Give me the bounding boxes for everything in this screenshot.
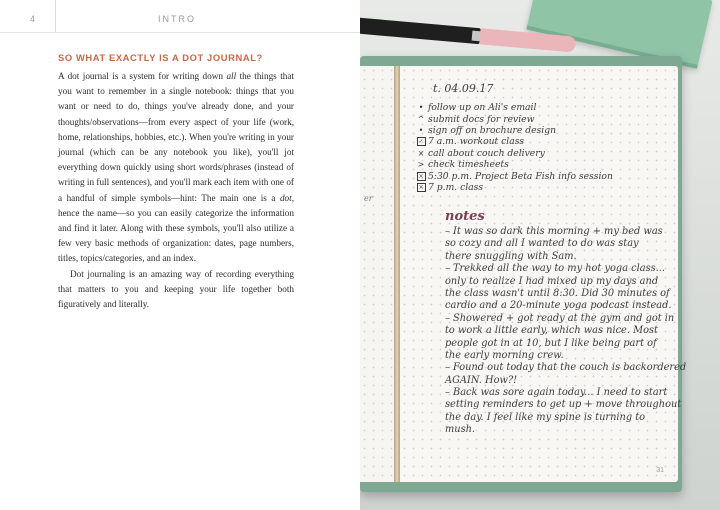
task-item — [414, 102, 674, 113]
bullet-symbol-icon: > — [417, 160, 425, 170]
task-text: 7 a.m. workout class — [428, 136, 525, 148]
boxed-symbol-icon: ✓ — [418, 138, 424, 146]
emphasis-text: all — [226, 71, 237, 81]
note-line: – Back was sore again today... I need to start — [445, 387, 668, 399]
paragraph-text: the things that you want to remember in a single notebook: things that you want or need to do, things you've already done, and your thoughts/observations—from every aspect of your life (work, home, relationships, hobbies, etc.). When you're writing in your journal (which can be any notebook you like), you'll jot everything down quickly using short words/phrases (instead of writing in full sentences), and you'll mark each item with one of a handful of simple symbols—hint: The main one is a — [58, 71, 294, 203]
note-line: AGAIN. How?! — [445, 374, 518, 386]
note-line: there snuggling with Sam. — [445, 250, 577, 262]
task-item — [414, 125, 674, 136]
folio-divider — [55, 0, 56, 33]
notes-title: notes — [445, 209, 485, 224]
note-line: – Showered + got ready at the gym and got in — [445, 312, 675, 324]
section-heading: SO WHAT EXACTLY IS A DOT JOURNAL? — [58, 52, 263, 63]
task-item — [414, 136, 674, 147]
note-line: – Found out today that the couch is backordered — [445, 362, 687, 374]
task-item — [414, 113, 674, 124]
notes-list — [445, 226, 687, 437]
bullet-symbol-icon: × — [417, 148, 425, 158]
note-line: – Trekked all the way to my hot yoga class... — [445, 263, 666, 275]
task-text: sign off on brochure design — [428, 124, 557, 136]
note-line: so cozy and all I wanted to do was stay — [445, 238, 639, 250]
bullet-symbol-icon: ^ — [417, 114, 425, 124]
task-text: check timesheets — [428, 159, 509, 171]
note-line: only to realize I had mixed up my days and — [445, 275, 659, 287]
page-number: 4 — [30, 14, 36, 24]
note-line: the early morning crew. — [445, 349, 564, 361]
journal-date: t. 04.09.17 — [433, 82, 494, 95]
header-divider — [0, 32, 360, 33]
task-text: 5:30 p.m. Project Beta Fish info session — [428, 170, 613, 182]
boxed-symbol-icon: × — [418, 183, 424, 191]
note-line: to work a little early, which was nice. Most — [445, 325, 658, 337]
task-item — [414, 148, 674, 159]
note-line: the day. I feel like my spine is turning to — [445, 411, 646, 423]
bullet-symbol-icon: • — [418, 125, 424, 135]
note-line: the class wasn't until 8:30. Did 30 minutes of — [445, 287, 670, 299]
task-text: follow up on Ali's email — [428, 102, 537, 114]
journal-photo — [360, 0, 720, 510]
note-line: setting reminders to get up + move throughout — [445, 399, 682, 411]
task-list — [414, 102, 674, 193]
paragraph-text: Dot journaling is an amazing way of recording everything that matters to you and keeping your life together both figuratively and literally. — [58, 268, 294, 310]
paragraph — [58, 69, 294, 267]
notebook-page — [400, 66, 687, 482]
paragraph-text: A dot journal is a system for writing down — [58, 71, 227, 81]
emphasis-text: dot — [279, 192, 292, 203]
notebook-page-number: 31 — [656, 467, 664, 474]
paragraph-text: , hence the name—so you can easily categorize the information and find it later. Along with these symbols, you'll also utilize a few very basic methods of organization: dates, page numbers, titles, topics/categories, and an index. — [58, 192, 294, 264]
task-item — [414, 182, 674, 193]
note-line: – It was so dark this morning + my bed was — [445, 226, 663, 237]
note-line: people got in at 10, but I like being part of — [445, 337, 657, 349]
note-line: mush. — [445, 424, 476, 436]
running-head: INTRO — [158, 14, 196, 24]
body-text — [58, 69, 294, 312]
notebook-left-page — [360, 66, 394, 482]
task-item — [414, 159, 674, 170]
task-item — [414, 170, 674, 181]
note-line: cardio and a 20-minute yoga podcast instead. — [445, 300, 672, 312]
task-text: submit docs for review — [428, 113, 535, 125]
task-text: call about couch delivery — [428, 147, 545, 159]
boxed-symbol-icon: × — [418, 172, 424, 180]
left-page-word: er — [364, 194, 373, 203]
bullet-symbol-icon: • — [418, 103, 424, 113]
book-body — [58, 52, 294, 312]
paragraph — [58, 267, 294, 313]
task-text: 7 p.m. class — [428, 181, 484, 193]
